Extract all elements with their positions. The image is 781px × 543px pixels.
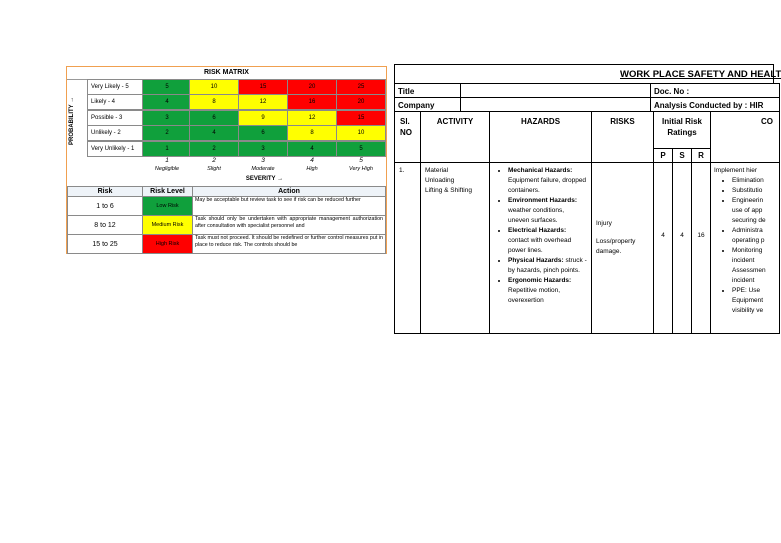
hazard-description: weather conditions, uneven surfaces. [508, 207, 565, 224]
activity-line: Material [425, 167, 449, 174]
risk-score-cell: 5 [142, 79, 192, 95]
legend-action-header: Action [192, 186, 386, 197]
legend-risk-header: Risk [67, 186, 143, 197]
sl-no-cell: 1. [394, 162, 421, 334]
hazard-name: Electrical Hazards: [508, 227, 567, 234]
severity-name: Slight [207, 166, 221, 172]
activity-line: Unloading [425, 177, 455, 184]
title-value[interactable] [460, 83, 651, 98]
probability-row-label: Very Unlikely - 1 [87, 141, 143, 157]
legend-risk-range: 8 to 12 [67, 215, 143, 235]
legend-risk-level: Medium Risk [142, 215, 193, 235]
control-line: • Substitutio [732, 186, 775, 196]
p-value-cell: 4 [653, 162, 673, 334]
risk-score-cell: 9 [238, 110, 288, 126]
control-line: incident [732, 257, 755, 264]
risk-score-cell: 15 [336, 110, 386, 126]
control-line: • Administra [732, 226, 775, 236]
severity-axis-label: SEVERITY → [245, 176, 284, 182]
s-value-cell: 4 [672, 162, 692, 334]
legend-risk-range: 15 to 25 [67, 234, 143, 254]
title-label: Title [394, 83, 461, 98]
legend-level-header: Risk Level [142, 186, 193, 197]
severity-name: Negligible [154, 166, 180, 172]
control-line: • Monitoring [732, 246, 775, 256]
control-line: use of app [732, 207, 763, 214]
risk-score-cell: 4 [189, 125, 239, 141]
activity-header: ACTIVITY [420, 111, 490, 163]
legend-action-text: May be acceptable but review task to see if risk can be reduced further [192, 196, 386, 216]
legend-risk-level: Low Risk [142, 196, 193, 216]
controls-list [714, 176, 775, 316]
legend-risk-level: High Risk [142, 234, 193, 254]
risk-matrix [66, 66, 387, 254]
control-line: operating p [732, 237, 765, 244]
control-line: • Elimination [732, 176, 775, 186]
risk-matrix-title: RISK MATRIX [67, 67, 386, 80]
initial-risk-header: Initial Risk Ratings [653, 111, 711, 149]
hazard-description: struck -by hazards, pinch points. [508, 257, 587, 274]
controls-cell [710, 162, 780, 334]
hazard-description: Equipment failure, dropped containers. [508, 177, 587, 194]
severity-name: Very High [349, 166, 373, 172]
control-line: Equipment [732, 297, 764, 304]
activity-cell [420, 162, 490, 334]
risk-score-cell: 8 [287, 125, 337, 141]
risk-score-cell: 2 [142, 125, 192, 141]
risk-score-cell: 20 [336, 94, 386, 110]
risk-score-cell: 3 [142, 110, 192, 126]
risk-score-cell: 1 [142, 141, 192, 157]
control-line: incident [732, 277, 755, 284]
risk-score-cell: 20 [287, 79, 337, 95]
risk-score-cell: 6 [238, 125, 288, 141]
probability-row-label: Likely - 4 [87, 94, 143, 110]
hazard-item [508, 276, 587, 306]
risk-score-cell: 10 [336, 125, 386, 141]
control-line: • PPE: Use [732, 286, 775, 296]
risk-score-cell: 8 [189, 94, 239, 110]
risk-score-cell: 25 [336, 79, 386, 95]
risk-score-cell: 12 [238, 94, 288, 110]
severity-number: 2 [212, 157, 216, 164]
risk-score-cell: 10 [189, 79, 239, 95]
hazard-item [508, 256, 587, 276]
r-header: R [691, 148, 711, 163]
doc-no-label: Doc. No : [650, 83, 780, 98]
hazards-cell [489, 162, 592, 334]
analysis-conducted-label: Analysis Conducted by : HIR [650, 97, 780, 112]
legend-risk-range: 1 to 6 [67, 196, 143, 216]
hazard-name: Ergonomic Hazards: [508, 277, 572, 284]
control-line: • Engineerin [732, 196, 775, 206]
risk-score-cell: 2 [189, 141, 239, 157]
risk-score-cell: 6 [189, 110, 239, 126]
work-place-safety-form [394, 64, 781, 334]
company-label: Company [394, 97, 461, 112]
hazard-item [508, 166, 587, 196]
hazard-list [490, 166, 587, 306]
probability-row-label: Possible - 3 [87, 110, 143, 126]
hazards-header: HAZARDS [489, 111, 592, 163]
risk-item: Injury [596, 220, 612, 227]
risk-score-cell: 5 [336, 141, 386, 157]
risk-score-cell: 3 [238, 141, 288, 157]
hazard-name: Physical Hazards: [508, 257, 564, 264]
sl-no-header: Sl. NO [394, 111, 421, 163]
probability-row-label: Unlikely - 2 [87, 125, 143, 141]
s-header: S [672, 148, 692, 163]
form-title-cell [394, 64, 781, 84]
risks-cell [591, 162, 654, 334]
hazard-item [508, 226, 587, 256]
risk-item: Loss/property damage. [596, 238, 636, 255]
p-header: P [653, 148, 673, 163]
control-line: Assessmen [732, 267, 766, 274]
severity-number: 3 [261, 157, 265, 164]
risk-score-cell: 15 [238, 79, 288, 95]
severity-number: 5 [359, 157, 363, 164]
risk-score-cell: 16 [287, 94, 337, 110]
r-value-cell: 16 [691, 162, 711, 334]
severity-name: Moderate [251, 166, 275, 172]
probability-axis-label: PROBABILITY → [69, 96, 75, 145]
risk-score-cell: 4 [287, 141, 337, 157]
control-line: securing de [732, 217, 766, 224]
severity-name: High [306, 166, 318, 172]
controls-intro: Implement hier [714, 167, 757, 174]
controls-header: CO [710, 111, 780, 163]
company-value[interactable] [460, 97, 651, 112]
hazard-name: Environment Hazards: [508, 197, 577, 204]
legend-action-text: Task must not proceed. It should be redefined or further control measures put in place to reduce risk. The controls should be [192, 234, 386, 254]
activity-line: Lifting & Shifting [425, 187, 472, 194]
hazard-description: Repetitive motion, overexertion [508, 287, 561, 304]
hazard-name: Mechanical Hazards: [508, 167, 573, 174]
severity-number: 4 [310, 157, 314, 164]
risk-score-cell: 4 [142, 94, 192, 110]
probability-row-label: Very Likely - 5 [87, 79, 143, 95]
legend-action-text: Task should only be undertaken with appropriate management authorization after consultation with specialist personnel and [192, 215, 386, 235]
hazard-description: contact with overhead power lines. [508, 237, 572, 254]
control-line: visibility ve [732, 307, 764, 314]
form-title: WORK PLACE SAFETY AND HEALT [620, 69, 781, 80]
hazard-item [508, 196, 587, 226]
risk-score-cell: 12 [287, 110, 337, 126]
severity-number: 1 [165, 157, 169, 164]
risks-header: RISKS [591, 111, 654, 163]
